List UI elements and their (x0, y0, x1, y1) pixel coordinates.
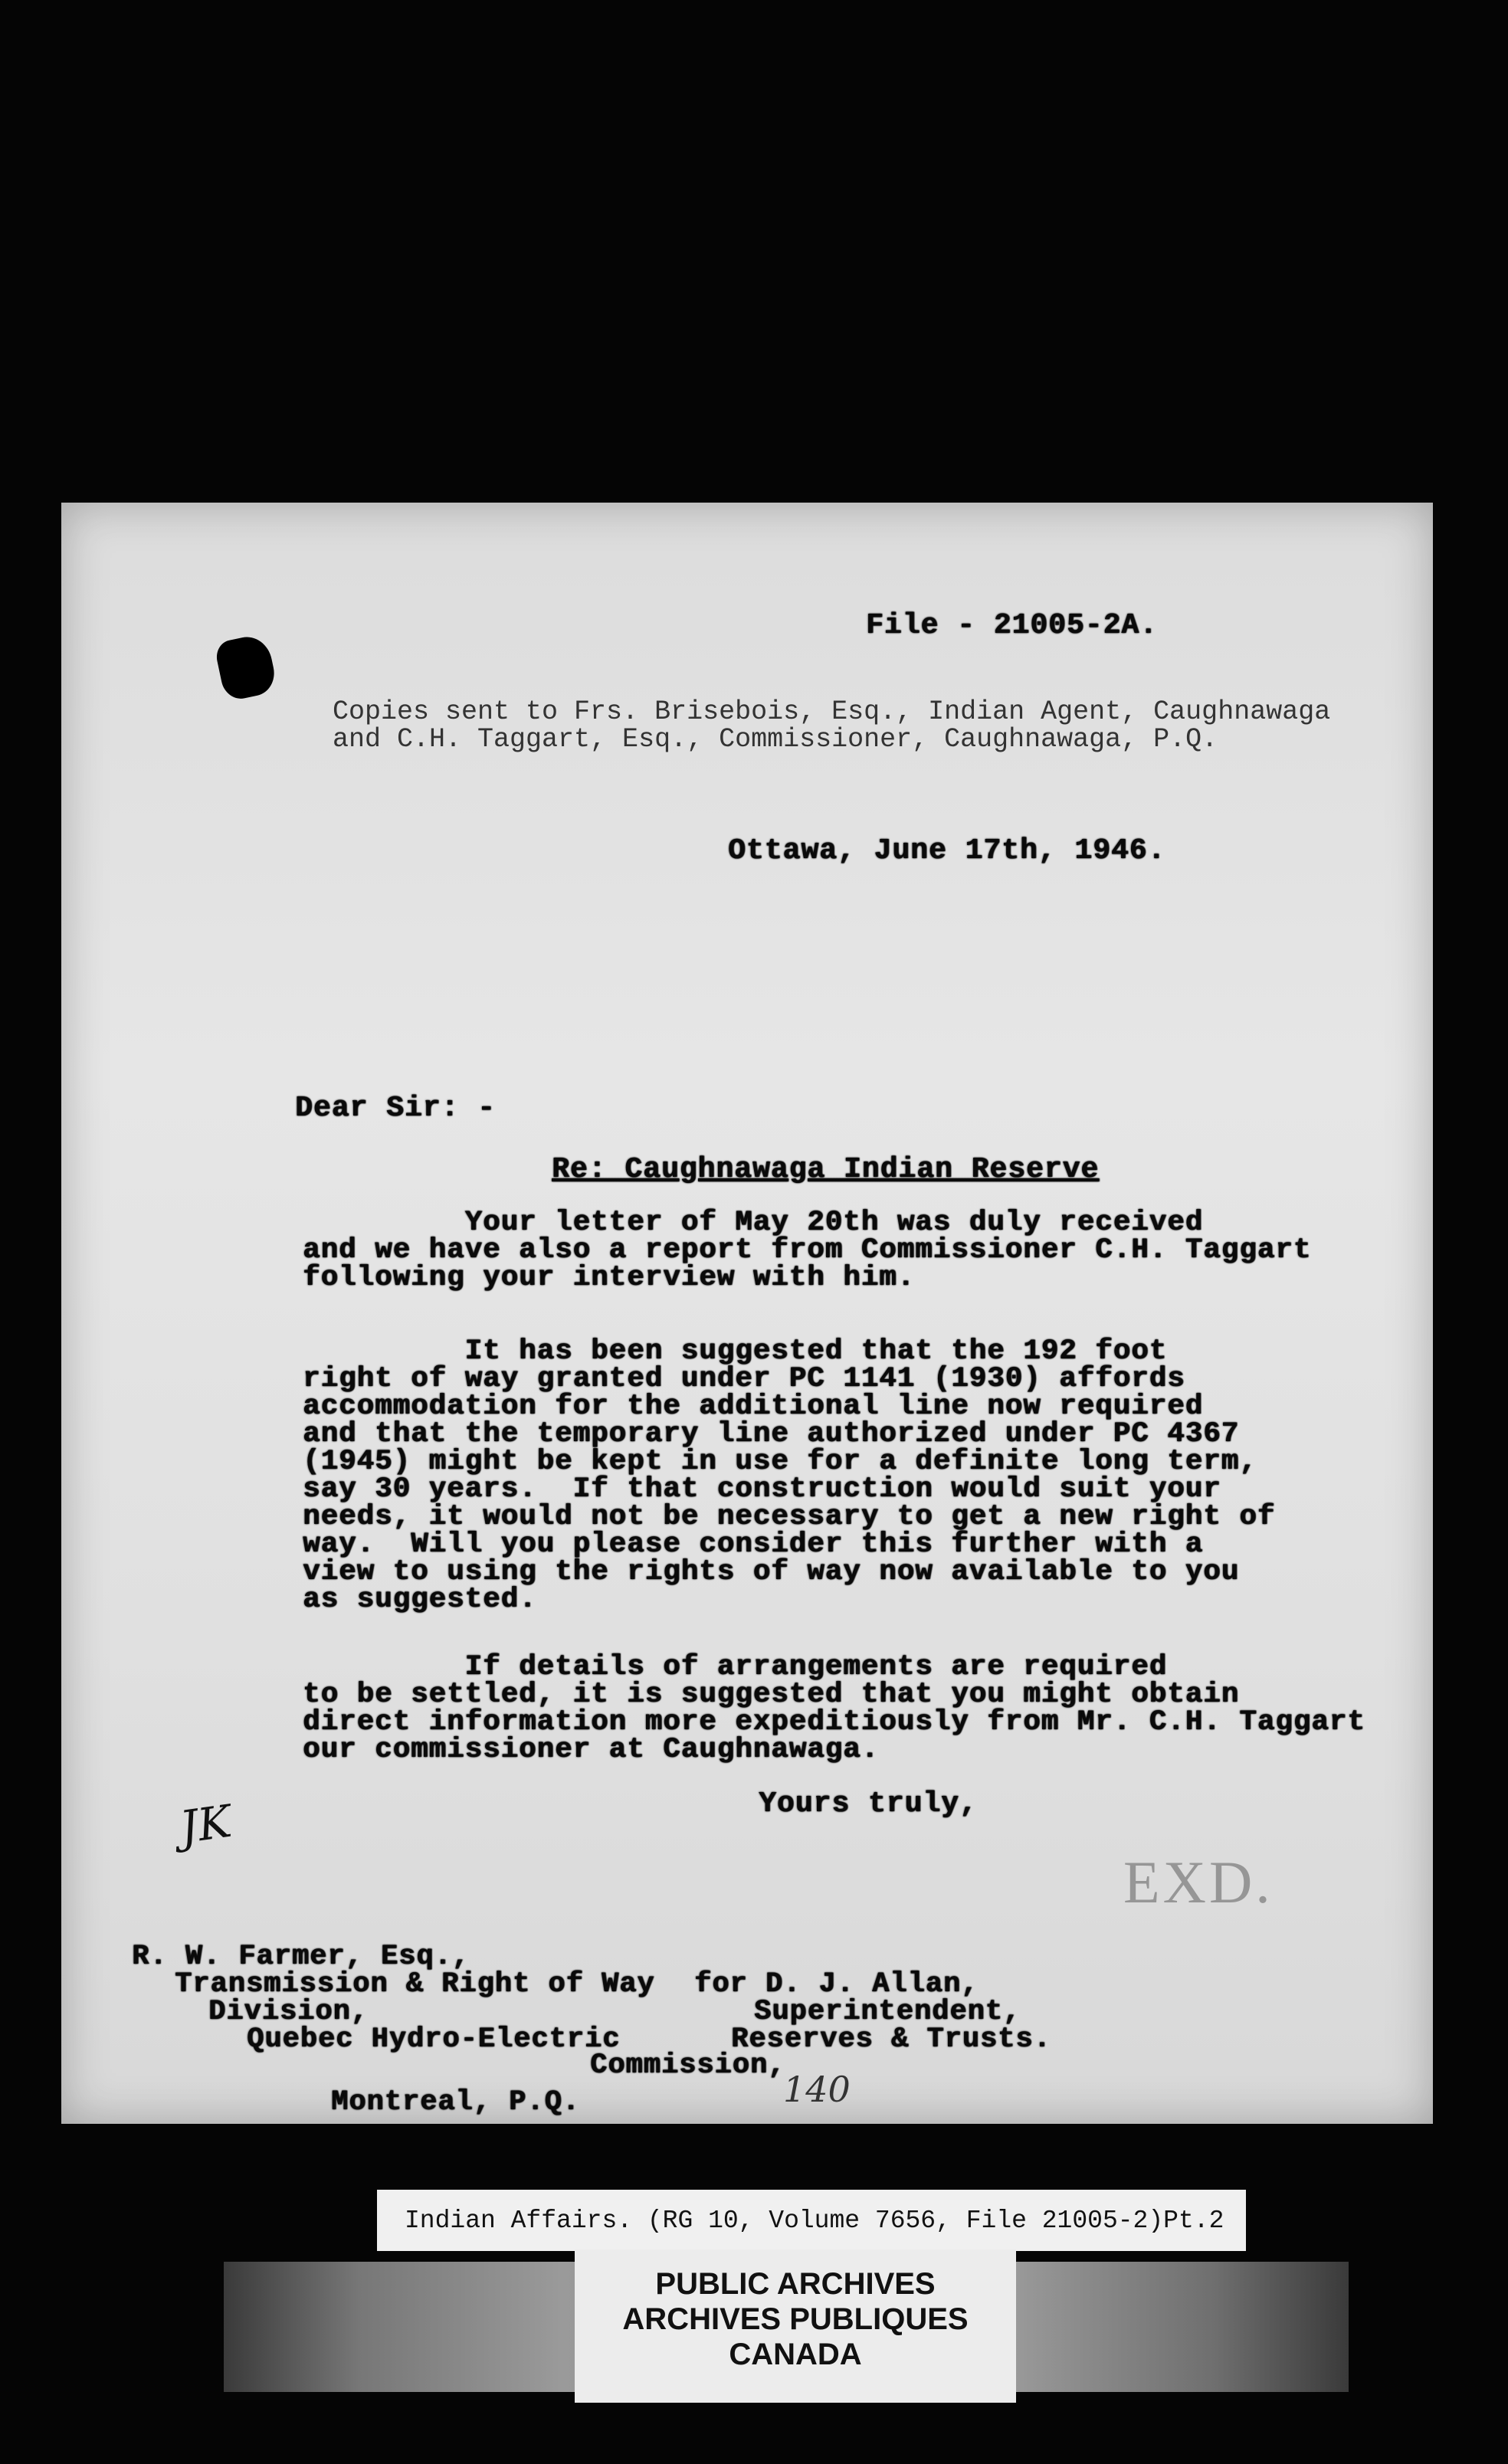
punch-hole (214, 633, 279, 703)
body-line: and we have also a report from Commissioner C.H. Taggart (303, 1234, 1312, 1266)
recipient-line-5: Commission, (590, 2050, 786, 2082)
body-line: accommodation for the additional line now required (303, 1391, 1204, 1423)
copies-line-2: and C.H. Taggart, Esq., Commissioner, Caughnawaga, P.Q. (333, 724, 1218, 755)
body-line: direct information more expeditiously from Mr. C.H. Taggart (303, 1706, 1365, 1738)
handwritten-initials: JK (176, 1794, 235, 1854)
archive-citation: Indian Affairs. (RG 10, Volume 7656, File 21005-2)Pt.2 (405, 2207, 1224, 2235)
body-line: right of way granted under PC 1141 (1930) affords (303, 1363, 1185, 1395)
body-line: say 30 years. If that construction would suit your (303, 1473, 1221, 1506)
archives-label-line-2: ARCHIVES PUBLIQUES (622, 2302, 969, 2336)
body-line: Your letter of May 20th was duly received (303, 1207, 1204, 1239)
date-line: Ottawa, June 17th, 1946. (728, 834, 1166, 867)
recipient-line-4: Quebec Hydro-Electric (247, 2023, 621, 2056)
subject-line: Re: Caughnawaga Indian Reserve (552, 1153, 1100, 1186)
recipient-line-6: Montreal, P.Q. (331, 2086, 580, 2118)
signatory-line-3: Reserves & Trusts. (731, 2023, 1051, 2056)
body-line: following your interview with him. (303, 1262, 916, 1294)
page-number: 140 (783, 2069, 851, 2110)
citation-strip (377, 2190, 1246, 2251)
letter-page (61, 503, 1433, 2124)
copies-line-1: Copies sent to Frs. Brisebois, Esq., Indian Agent, Caughnawaga (333, 696, 1331, 727)
recipient-line-1: R. W. Farmer, Esq., (132, 1941, 470, 1973)
recipient-line-3: Division, (208, 1996, 369, 2028)
body-line: needs, it would not be necessary to get a new right of (303, 1501, 1276, 1533)
salutation: Dear Sir: - (295, 1092, 496, 1125)
body-line: as suggested. (303, 1584, 537, 1616)
archives-band (224, 2262, 1349, 2392)
signatory-line-1: for D. J. Allan, (694, 1968, 979, 2000)
recipient-line-2: Transmission & Right of Way (175, 1968, 655, 2000)
signatory-line-2: Superintendent, (754, 1996, 1021, 2028)
body-line: It has been suggested that the 192 foot (303, 1335, 1168, 1368)
archives-label-line-3: CANADA (729, 2338, 862, 2371)
file-reference: File - 21005-2A. (866, 609, 1158, 642)
body-line: (1945) might be kept in use for a definite long term, (303, 1446, 1257, 1478)
body-line: If details of arrangements are required (303, 1651, 1168, 1683)
body-line: our commissioner at Caughnawaga. (303, 1734, 880, 1766)
body-line: view to using the rights of way now available to you (303, 1556, 1240, 1588)
archives-label-line-1: PUBLIC ARCHIVES (655, 2267, 936, 2301)
stamp-mark: EXD. (1123, 1849, 1274, 1915)
body-line: to be settled, it is suggested that you might obtain (303, 1679, 1240, 1711)
body-line: way. Will you please consider this further with a (303, 1529, 1204, 1561)
closing: Yours truly, (759, 1787, 978, 1820)
body-line: and that the temporary line authorized under PC 4367 (303, 1418, 1240, 1450)
archives-label (575, 2249, 1016, 2403)
